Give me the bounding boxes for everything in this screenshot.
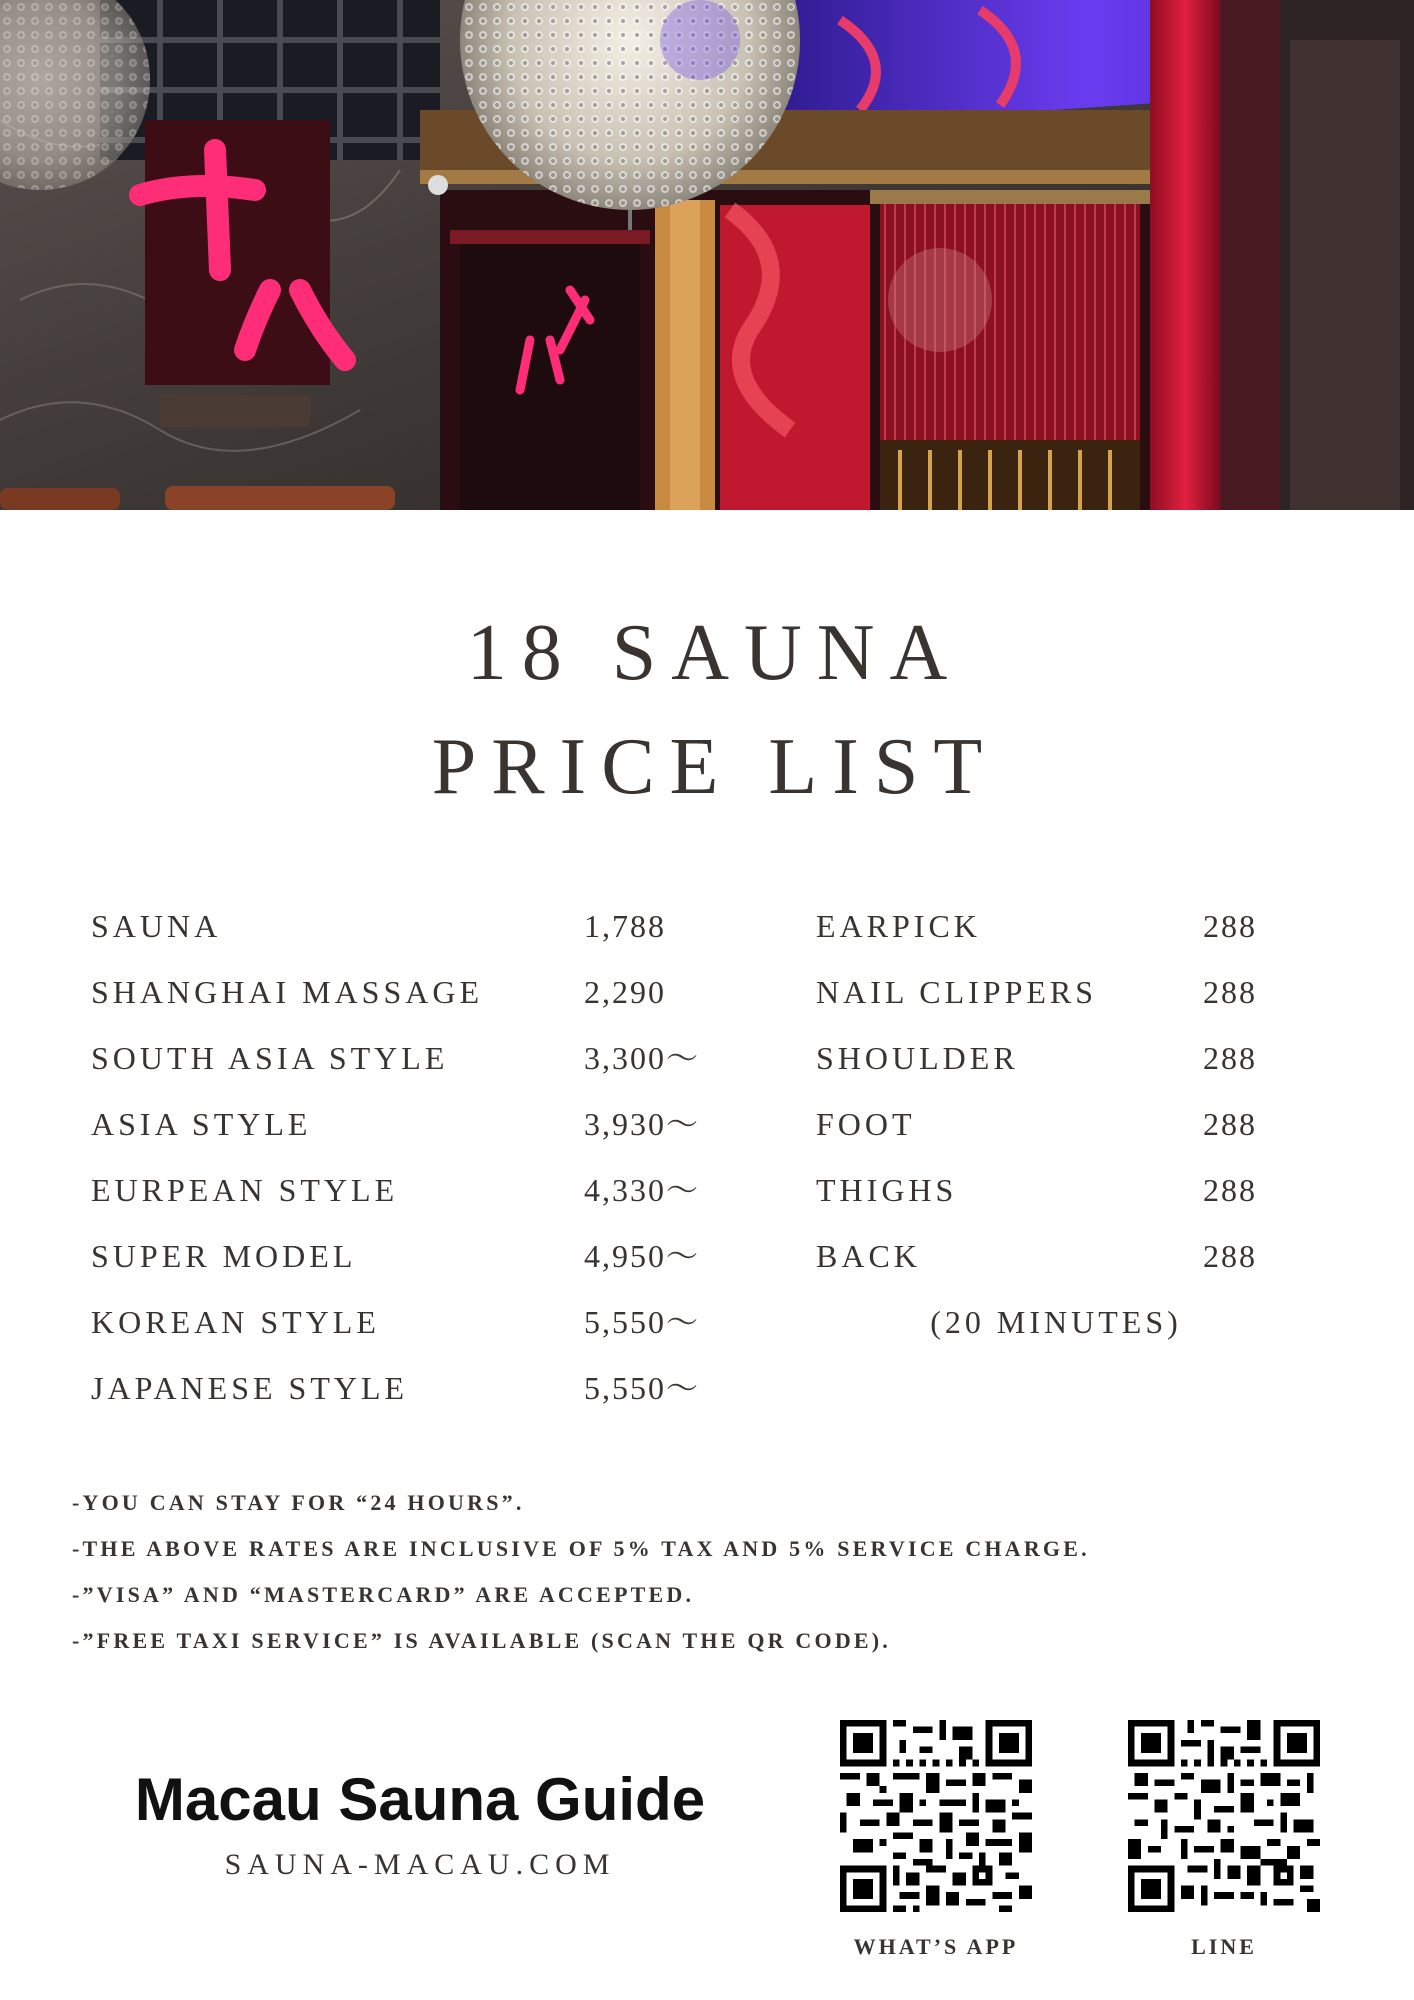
note-cards: -”VISA” AND “MASTERCARD” ARE ACCEPTED. (72, 1582, 695, 1607)
price-row (816, 1025, 1256, 1091)
price-list-main (91, 893, 731, 1421)
line-label: LINE (1191, 1934, 1257, 1959)
service-name: JAPANESE STYLE (91, 1370, 409, 1406)
service-name: FOOT (816, 1106, 916, 1142)
service-name: BACK (816, 1238, 921, 1274)
service-price: 1,788 (584, 908, 666, 944)
line-qr-code-icon[interactable] (1128, 1720, 1320, 1912)
price-row (91, 1025, 731, 1091)
price-row (91, 1091, 731, 1157)
price-row (91, 893, 731, 959)
price-row (816, 1091, 1256, 1157)
price-row (816, 1223, 1256, 1289)
title-line-2: PRICE LIST (431, 723, 998, 811)
price-row (91, 1223, 731, 1289)
whatsapp-qr-code-icon[interactable] (840, 1720, 1032, 1912)
page-title (0, 596, 1414, 824)
sauna-lobby-image (0, 0, 1414, 510)
service-price: 288 (1203, 1238, 1257, 1274)
service-price: 3,300〜 (584, 1040, 701, 1076)
hero-photo (0, 0, 1414, 510)
title-line-1: 18 SAUNA (466, 609, 963, 697)
terms-notes (72, 1480, 1372, 1664)
price-row (91, 1289, 731, 1355)
service-price: 4,950〜 (584, 1238, 701, 1274)
service-price: 288 (1203, 1040, 1257, 1076)
price-row (91, 1355, 731, 1421)
service-name: KOREAN STYLE (91, 1304, 380, 1340)
price-row (816, 959, 1256, 1025)
brand-url-link[interactable]: SAUNA-MACAU.COM (224, 1848, 616, 1881)
service-name: EURPEAN STYLE (91, 1172, 399, 1208)
brand-name: Macau Sauna Guide (134, 1766, 706, 1833)
service-name: SUPER MODEL (91, 1238, 357, 1274)
note-taxi: -”FREE TAXI SERVICE” IS AVAILABLE (SCAN THE QR CODE). (72, 1628, 892, 1653)
whatsapp-label: WHAT’S APP (853, 1934, 1019, 1959)
note-tax: -THE ABOVE RATES ARE INCLUSIVE OF 5% TAX AND 5% SERVICE CHARGE. (72, 1536, 1090, 1561)
price-row (816, 893, 1256, 959)
line-qr-block[interactable] (1126, 1720, 1322, 1960)
service-price: 3,930〜 (584, 1106, 701, 1142)
service-price: 5,550〜 (584, 1304, 701, 1340)
service-price: 288 (1203, 908, 1257, 944)
service-price: 2,290 (584, 974, 666, 1010)
service-price: 288 (1203, 974, 1257, 1010)
service-price: 288 (1203, 1106, 1257, 1142)
service-name: SAUNA (91, 908, 222, 944)
service-price: 4,330〜 (584, 1172, 701, 1208)
brand-block (100, 1762, 740, 1882)
service-name: NAIL CLIPPERS (816, 974, 1098, 1010)
service-price: 5,550〜 (584, 1370, 701, 1406)
duration-note: (20 MINUTES) (930, 1304, 1182, 1340)
service-name: SHANGHAI MASSAGE (91, 974, 484, 1010)
service-name: SHOULDER (816, 1040, 1019, 1076)
price-row (91, 1157, 731, 1223)
service-price: 288 (1203, 1172, 1257, 1208)
price-row (91, 959, 731, 1025)
service-name: ASIA STYLE (91, 1106, 312, 1142)
service-name: THIGHS (816, 1172, 958, 1208)
service-name: EARPICK (816, 908, 981, 944)
note-stay-hours: -YOU CAN STAY FOR “24 HOURS”. (72, 1490, 525, 1515)
whatsapp-qr-block[interactable] (838, 1720, 1034, 1960)
service-name: SOUTH ASIA STYLE (91, 1040, 449, 1076)
price-list-extras (816, 893, 1257, 1340)
price-row (816, 1157, 1256, 1223)
